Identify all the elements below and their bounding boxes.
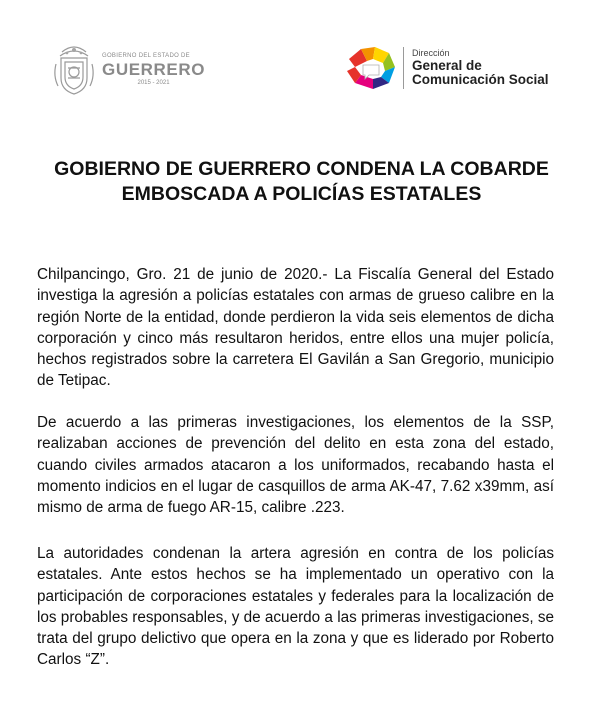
press-release-title xyxy=(20,157,583,207)
gov-logo-years: 2015 - 2021 xyxy=(137,79,170,86)
gov-logo-small-text: GOBIERNO DEL ESTADO DE xyxy=(102,52,190,59)
dgcs-colorful-mark-icon xyxy=(345,45,397,91)
paragraph-3: La autoridades condenan la artera agresión en contra de los policías estatales. Ante estos hechos se ha implementado un operativo con la participación de corporaciones estatales y federales para la localización de los probables responsables, y de acuerdo a las primeras investigaciones, se trata del grupo delictivo que opera en la zona y que es liderado por Roberto Carlos “Z”. xyxy=(37,545,554,669)
dgcs-line-1: Dirección xyxy=(412,48,450,59)
title-line-2: EMBOSCADA A POLICÍAS ESTATALES xyxy=(121,183,482,205)
paragraph-2: De acuerdo a las primeras investigaciones, los elementos de la SSP, realizaban acciones de prevención del delito en esta zona del estado, cuando civiles armados atacaron a los uniformados, recabando hasta el momento indicios en el lugar de casquillos de arma AK-47, 7.62 x39mm, así mismo de arma de fuego AR-15, calibre .223. xyxy=(37,414,554,517)
dgcs-divider xyxy=(403,47,404,89)
dgcs-line-2: General de xyxy=(412,57,482,73)
dgcs-logo xyxy=(345,45,549,91)
dgcs-line-3: Comunicación Social xyxy=(412,71,549,87)
state-seal-icon xyxy=(52,42,96,96)
title-line-1: GOBIERNO DE GUERRERO CONDENA LA COBARDE xyxy=(54,158,549,180)
dgcs-logo-text xyxy=(412,49,549,87)
guerrero-government-logo xyxy=(52,42,205,96)
gov-logo-name: GUERRERO xyxy=(102,59,206,79)
document-header xyxy=(0,0,603,120)
paragraph-1: Chilpancingo, Gro. 21 de junio de 2020.- La Fiscalía General del Estado investiga la agresión a policías estatales con armas de grueso calibre en la región Norte de la entidad, donde perdieron la vida seis elementos de dicha corporación y cinco más resultaron heridos, entre ellos una mujer policía, hechos registrados sobre la carretera El Gavilán a San Gregorio, municipio de Tetipac. xyxy=(37,266,554,390)
gov-logo-text xyxy=(102,53,205,86)
